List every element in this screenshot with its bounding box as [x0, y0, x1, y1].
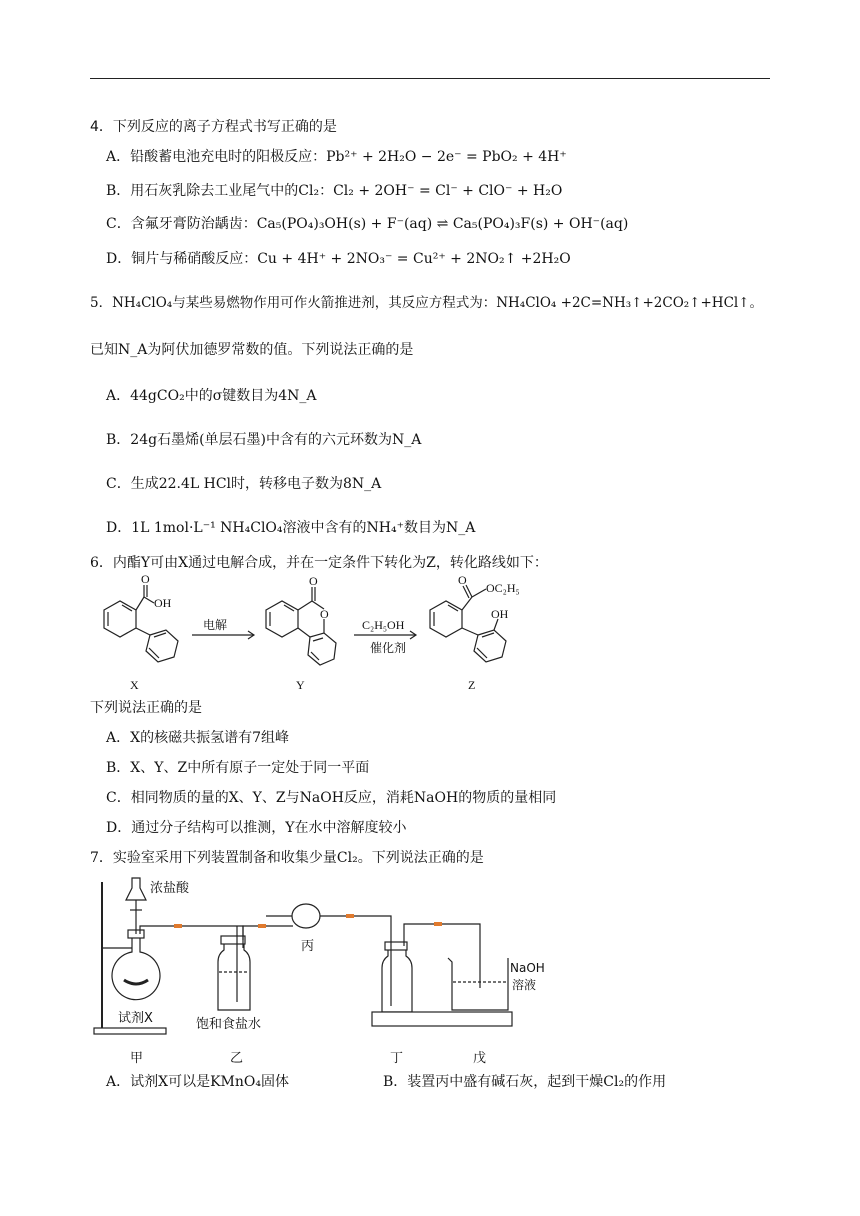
y-carbonyl-o: O — [309, 574, 318, 588]
q4-option-c: C．含氟牙膏防治龋齿：Ca₅(PO₄)₃OH(s) + F⁻(aq) ⇌ Ca₅(PO₄)₃F(s) + OH⁻(aq) — [106, 216, 629, 232]
x-ring-upper — [104, 601, 136, 637]
q5-option-b: B．24g石墨烯(单层石墨)中含有的六元环数为N_A — [106, 432, 422, 448]
q6-stem-2: 下列说法正确的是 — [90, 700, 202, 716]
label-naoh: NaOH — [510, 961, 545, 975]
apparatus-diagram — [88, 870, 545, 1070]
z-oc2h5-label: OC₂H₅ — [486, 581, 520, 595]
q6-stem: 6．内酯Y可由X通过电解合成，并在一定条件下转化为Z，转化路线如下： — [90, 555, 548, 571]
q4-option-b: B．用石灰乳除去工业尾气中的Cl₂：Cl₂ + 2OH⁻ = Cl⁻ + ClO⁻ + H₂O — [106, 183, 563, 199]
label-reagent-x: 试剂X — [118, 1011, 153, 1026]
q5-option-d: D．1L 1mol·L⁻¹ NH₄ClO₄溶液中含有的NH₄⁺数目为N_A — [106, 520, 476, 536]
label-z: Z — [468, 678, 476, 692]
header-rule — [90, 78, 770, 79]
reaction-scheme — [88, 572, 538, 695]
label-bing: 丙 — [301, 939, 315, 954]
label-jia: 甲 — [130, 1051, 144, 1066]
label-wu: 戊 — [473, 1051, 487, 1066]
x-oh-label: OH — [154, 596, 172, 610]
q6-option-b: B．X、Y、Z中所有原子一定处于同一平面 — [106, 760, 370, 776]
label-naoh-solution: 溶液 — [512, 978, 537, 992]
q6-option-a: A．X的核磁共振氢谱有7组峰 — [106, 730, 289, 746]
label-ding: 丁 — [390, 1051, 404, 1066]
q7-option-a: A．试剂X可以是KMnO₄固体 — [106, 1074, 289, 1090]
q6-option-d: D．通过分子结构可以推测，Y在水中溶解度较小 — [106, 820, 407, 836]
label-brine: 饱和食盐水 — [196, 1017, 262, 1032]
arrow2-top-label: C₂H₅OH — [362, 618, 405, 632]
arrow1-label: 电解 — [203, 618, 228, 632]
label-x: X — [130, 678, 139, 692]
y-ring-upper — [266, 601, 298, 637]
q4-option-d: D．铜片与稀硝酸反应：Cu + 4H⁺ + 2NO₃⁻ = Cu²⁺ + 2NO₂↑ +2H₂O — [106, 251, 571, 267]
z-ring-upper — [430, 601, 462, 637]
q5-stem-2: 已知N_A为阿伏加德罗常数的值。下列说法正确的是 — [90, 342, 414, 358]
label-conc-hcl: 浓盐酸 — [150, 881, 190, 896]
y-ring-o: O — [320, 607, 329, 621]
q4-stem: 4．下列反应的离子方程式书写正确的是 — [90, 119, 337, 135]
q5-option-a: A．44gCO₂中的σ键数目为4N_A — [106, 388, 317, 404]
label-yi: 乙 — [230, 1051, 244, 1066]
q4-option-a: A．铅酸蓄电池充电时的阳极反应：Pb²⁺ + 2H₂O − 2e⁻ = PbO₂ + 4H⁺ — [106, 149, 567, 165]
label-y: Y — [296, 678, 305, 692]
q6-option-c: C．相同物质的量的X、Y、Z与NaOH反应，消耗NaOH的物质的量相同 — [106, 790, 557, 806]
q7-stem: 7．实验室采用下列装置制备和收集少量Cl₂。下列说法正确的是 — [90, 850, 484, 866]
z-carbonyl-o: O — [458, 573, 467, 587]
z-oh-label: OH — [491, 607, 509, 621]
x-carbonyl-o: O — [141, 572, 150, 586]
arrow2-bottom-label: 催化剂 — [370, 641, 407, 655]
q5-stem: 5．NH₄ClO₄与某些易燃物作用可作火箭推进剂，其反应方程式为：NH₄ClO₄ +2C=NH₃↑+2CO₂↑+HCl↑。 — [90, 295, 764, 311]
q5-option-c: C．生成22.4L HCl时，转移电子数为8N_A — [106, 476, 382, 492]
q7-option-b: B．装置丙中盛有碱石灰，起到干燥Cl₂的作用 — [383, 1074, 667, 1090]
